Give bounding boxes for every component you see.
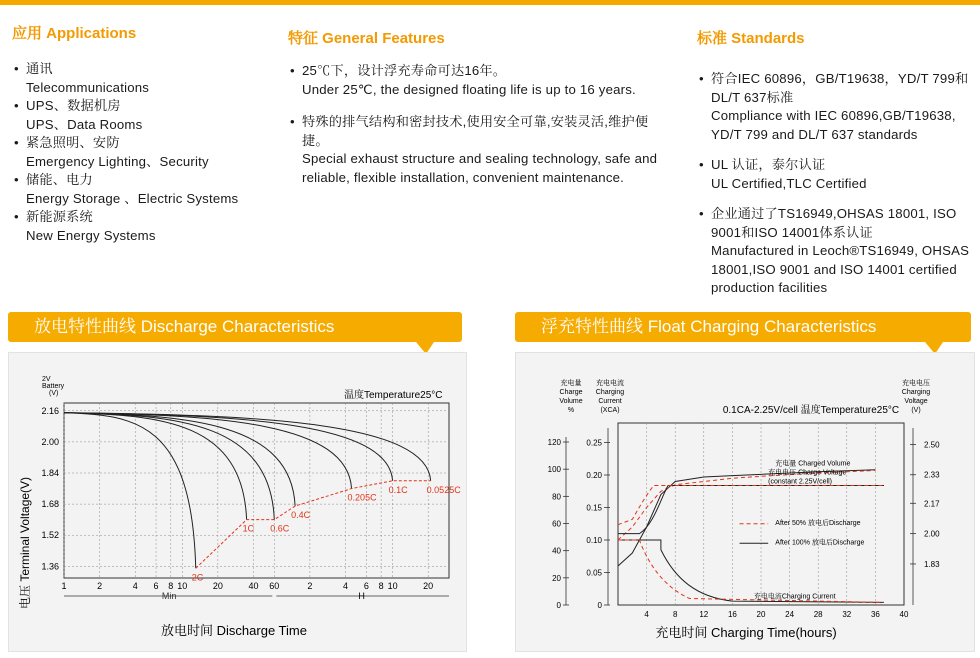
standards-section [697, 27, 980, 310]
min-label: Min [161, 591, 177, 601]
legend-100: After 100% 放电后Discharge [775, 539, 865, 547]
x-tick-label: 4 [132, 581, 138, 591]
top-accent-bar [0, 0, 980, 5]
discharge-panel [8, 352, 467, 652]
discharge-xtitle: 放电时间 Discharge Time [161, 623, 307, 638]
rate-label: 0.1C [388, 484, 408, 495]
feature-item [288, 113, 658, 187]
feature-item [288, 62, 658, 99]
x-tick-label: 8 [168, 581, 174, 591]
volume-tick-label: 20 [552, 573, 561, 583]
float-grid [548, 423, 940, 619]
application-item-en: Energy Storage 、Electric Systems [26, 190, 239, 206]
float-panel [515, 352, 975, 652]
application-item-en: Telecommunications [26, 79, 150, 95]
volume-tick-label: 60 [552, 519, 561, 529]
x-tick-label: 4 [342, 581, 349, 591]
voltage-head: 充电电压 [902, 380, 930, 387]
x-tick-label: 12 [699, 610, 709, 619]
feature-item-cn: • 特殊的排气结构和密封技术,使用安全可靠,安装灵活,维护便捷。 [302, 114, 649, 148]
volume-head: Volume [559, 398, 583, 405]
features-title: 特征 General Features [288, 30, 445, 47]
y-tick-label: 2.00 [41, 436, 59, 447]
standard-item-en: Manufactured in Leoch®TS16949, OHSAS 18001,ISO 9001 and ISO 14001 certified production facilities [711, 243, 970, 295]
voltage-tick-label: 1.83 [924, 559, 940, 569]
application-item-cn: • 通讯 [26, 61, 53, 76]
application-item [12, 60, 238, 97]
application-item [12, 171, 238, 208]
y-tick-label: 1.84 [41, 468, 59, 478]
rate-label: 0.0525C [426, 484, 461, 495]
application-item [12, 208, 238, 245]
float-xtitle: 充电时间 Charging Time(hours) [655, 625, 837, 640]
current-tick-label: 0.25 [586, 438, 602, 448]
application-item-cn: • UPS、数据机房 [26, 98, 121, 113]
voltage-head: (V) [911, 407, 921, 414]
discharge-ylabel: 电压 Terminal Voltage(V) [18, 476, 32, 610]
y-tick-label: 1.36 [41, 561, 59, 572]
current-tick-label: 0.10 [586, 536, 602, 545]
x-tick-label: 60 [269, 581, 280, 591]
x-tick-label: 36 [870, 610, 880, 619]
x-tick-label: 24 [785, 610, 795, 619]
rate-label: 1C [242, 523, 255, 534]
current-tick-label: 0.20 [586, 471, 602, 480]
application-item [12, 97, 238, 134]
applications-section [12, 22, 238, 245]
voltage-tick-label: 2.17 [924, 499, 940, 509]
discharge-banner: 放电特性曲线 Discharge Characteristics [8, 312, 462, 342]
x-tick-label: 8 [672, 610, 678, 619]
axis-note-unit: (V) [49, 390, 59, 397]
x-tick-label: 20 [756, 610, 766, 619]
current-head: Charging [595, 389, 625, 396]
x-tick-label: 1 [61, 581, 67, 591]
application-item-en: UPS、Data Rooms [26, 116, 143, 132]
feature-item-en: Special exhaust structure and sealing technology, safe and reliable, flexible installation, convenient maintenance. [302, 151, 658, 185]
standards-list [697, 70, 980, 298]
discharge-temperature: 温度Temperature25°C [344, 390, 443, 401]
standard-item [697, 70, 980, 144]
voltage-head: Voltage [904, 398, 928, 405]
volume-tick-label: 40 [552, 546, 561, 556]
applications-title: 应用 Applications [12, 25, 137, 42]
volume-tick-label: 80 [552, 492, 561, 502]
label-charging-current: 充电电流Charging Current [753, 593, 836, 601]
applications-list [12, 60, 238, 245]
x-tick-label: 28 [813, 610, 823, 619]
standard-item-cn: • 符合IEC 60896，GB/T19638，YD/T 799和DL/T 637标准 [711, 71, 969, 105]
x-tick-label: 2 [307, 581, 313, 591]
application-item-en: Emergency Lighting、Security [26, 153, 209, 169]
legend-50: After 50% 放电后Discharge [775, 520, 861, 528]
current-tick-label: 0.05 [586, 568, 602, 578]
rate-label: 0.205C [347, 492, 377, 503]
standard-item [697, 205, 980, 298]
standard-item [697, 156, 980, 193]
label-charge-voltage: 充电电压 Charge Voltage [768, 469, 847, 477]
application-item-cn: • 紧急照明、安防 [26, 135, 120, 150]
label-charged-volume: 充电量 Charged Volume [775, 460, 851, 468]
x-tick-label: 6 [363, 581, 369, 591]
volume-tick-label: 120 [547, 438, 561, 448]
x-tick-label: 16 [727, 610, 737, 619]
standards-title: 标准 Standards [697, 30, 805, 47]
volume-tick-label: 0 [556, 601, 561, 610]
x-tick-label: 10 [177, 581, 188, 591]
current-tick-label: 0.15 [586, 503, 602, 513]
axis-note-2v: 2V [42, 376, 51, 383]
feature-item-cn: • 25℃下，设计浮充寿命可达16年。 [302, 63, 507, 78]
h-label: H [358, 591, 365, 601]
volume-head: Charge [559, 389, 583, 396]
float-chart [516, 353, 976, 653]
volume-tick-label: 100 [547, 465, 561, 475]
axis-note-battery: Battery [42, 383, 65, 390]
x-tick-label: 40 [899, 610, 909, 619]
voltage-head: Charging [901, 389, 931, 396]
x-tick-label: 10 [387, 581, 398, 591]
current-head: Current [598, 398, 622, 405]
feature-item-en: Under 25℃, the designed floating life is up to 16 years. [302, 81, 636, 97]
x-tick-label: 40 [248, 581, 259, 591]
application-item-cn: • 新能源系统 [26, 209, 93, 224]
y-tick-label: 1.52 [41, 530, 59, 541]
label-charge-voltage-sub: (constant 2.25V/cell) [768, 478, 832, 486]
voltage-tick-label: 2.50 [924, 440, 940, 450]
standard-item-en: Compliance with IEC 60896,GB/T19638, YD/T 799 and DL/T 637 standards [711, 108, 956, 142]
rate-label: 2C [191, 572, 204, 583]
features-list [288, 62, 658, 187]
current-head: (XCA) [600, 407, 620, 414]
rate-label: 0.4C [291, 510, 311, 521]
voltage-tick-label: 2.00 [924, 529, 940, 539]
discharge-chart [9, 353, 468, 653]
x-tick-label: 8 [378, 581, 384, 591]
rate-label: 0.6C [270, 523, 290, 534]
standard-item-en: UL Certified,TLC Certified [711, 175, 867, 191]
x-tick-label: 20 [423, 581, 434, 591]
application-item-en: New Energy Systems [26, 227, 156, 243]
features-section [288, 27, 658, 201]
voltage-tick-label: 2.33 [924, 470, 940, 480]
x-tick-label: 4 [644, 610, 649, 619]
volume-head: % [567, 407, 575, 414]
application-item-cn: • 储能、电力 [26, 172, 93, 187]
x-tick-label: 20 [212, 581, 223, 591]
current-head: 充电电流 [596, 380, 624, 387]
volume-head: 充电量 [560, 380, 582, 387]
y-tick-label: 2.16 [41, 405, 59, 416]
y-tick-label: 1.68 [41, 499, 59, 510]
float-banner: 浮充特性曲线 Float Charging Characteristics [515, 312, 971, 342]
standard-item-cn: • 企业通过了TS16949,OHSAS 18001, ISO 9001和ISO 14001体系认证 [711, 206, 957, 240]
application-item [12, 134, 238, 171]
x-tick-label: 6 [153, 581, 159, 591]
current-tick-label: 0 [597, 601, 602, 610]
standard-item-cn: • UL 认证，泰尔认证 [711, 157, 826, 172]
float-condition: 0.1CA-2.25V/cell 温度Temperature25°C [722, 405, 900, 416]
x-tick-label: 2 [97, 581, 103, 591]
x-tick-label: 32 [842, 610, 852, 619]
